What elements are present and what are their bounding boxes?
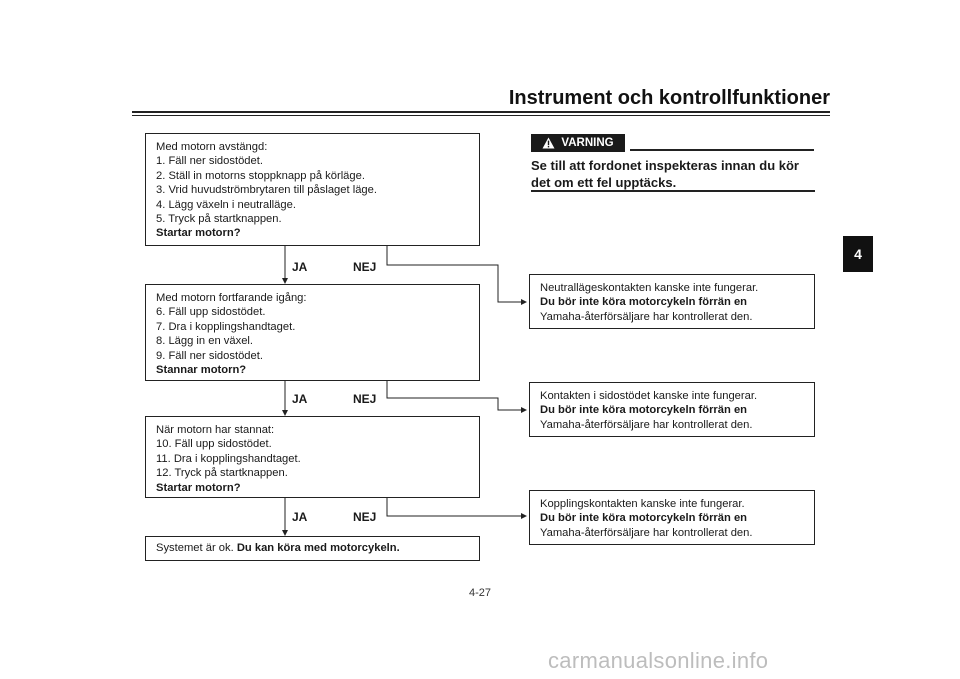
warning-rule bbox=[630, 149, 814, 151]
result-line-bold: Du bör inte köra motorcykeln förrän en bbox=[540, 296, 748, 309]
yes-label: JA bbox=[292, 392, 308, 406]
page-number: 4-27 bbox=[468, 587, 492, 599]
result-line-bold: Du bör inte köra motorcykeln förrän en bbox=[540, 512, 748, 525]
yes-label: JA bbox=[292, 260, 308, 274]
watermark: carmanualsonline.info bbox=[548, 648, 769, 673]
no-label: NEJ bbox=[353, 510, 377, 524]
result-line: Neutrallägeskontakten kanske inte fungerar. bbox=[540, 282, 759, 294]
step-line: 8. Lägg in en växel. bbox=[156, 335, 254, 348]
result-line: Yamaha-återförsäljare har kontrollerat den. bbox=[540, 526, 753, 539]
warning-text-line: Se till att fordonet inspekteras innan du kör bbox=[531, 158, 799, 173]
result-line: Yamaha-återförsäljare har kontrollerat den. bbox=[540, 418, 753, 431]
step-question: Startar motorn? bbox=[156, 227, 241, 240]
step-line: 11. Dra i kopplingshandtaget. bbox=[156, 452, 301, 465]
result-line-bold: Du bör inte köra motorcykeln förrän en bbox=[540, 404, 748, 417]
step-line: 9. Fäll ner sidostödet. bbox=[156, 349, 263, 362]
warning-text bbox=[531, 157, 821, 191]
step-line: 12. Tryck på startknappen. bbox=[156, 467, 288, 480]
final-plain-text: Systemet är ok. bbox=[156, 542, 237, 554]
warning-badge bbox=[531, 134, 625, 152]
warning-rule bbox=[531, 190, 815, 192]
warning-text-line: det om ett fel upptäcks. bbox=[531, 175, 677, 190]
no-label: NEJ bbox=[353, 392, 377, 406]
step-line: 3. Vrid huvudströmbrytaren till påslaget läge. bbox=[156, 184, 377, 197]
step-line: Med motorn fortfarande igång: bbox=[156, 292, 307, 304]
step-box-1 bbox=[145, 133, 480, 246]
no-arrow-2 bbox=[387, 381, 526, 410]
step-line: När motorn har stannat: bbox=[156, 424, 275, 436]
step-box-3 bbox=[145, 416, 480, 498]
step-line: 10. Fäll upp sidostödet. bbox=[156, 438, 272, 451]
result-box-3 bbox=[529, 490, 815, 545]
step-line: Med motorn avstängd: bbox=[156, 141, 268, 153]
no-arrow-3 bbox=[387, 498, 526, 516]
chapter-tab: 4 bbox=[843, 236, 873, 272]
step-question: Startar motorn? bbox=[156, 481, 241, 494]
step-line: 5. Tryck på startknappen. bbox=[156, 213, 282, 226]
step-question: Stannar motorn? bbox=[156, 364, 247, 377]
step-line: 6. Fäll upp sidostödet. bbox=[156, 306, 266, 319]
warning-triangle-icon bbox=[542, 137, 555, 149]
result-line: Kontakten i sidostödet kanske inte fungerar. bbox=[540, 390, 758, 402]
page-title: Instrument och kontrollfunktioner bbox=[508, 87, 830, 109]
final-result-box bbox=[145, 536, 480, 561]
step-line: 7. Dra i kopplingshandtaget. bbox=[156, 320, 296, 333]
warning-label: VARNING bbox=[561, 137, 614, 149]
result-line: Yamaha-återförsäljare har kontrollerat den. bbox=[540, 310, 753, 323]
no-label: NEJ bbox=[353, 260, 377, 274]
step-line: 4. Lägg växeln i neutralläge. bbox=[156, 198, 296, 211]
result-box-2 bbox=[529, 382, 815, 437]
result-box-1 bbox=[529, 274, 815, 329]
yes-label: JA bbox=[292, 510, 308, 524]
step-line: 2. Ställ in motorns stoppknapp på körläge. bbox=[156, 169, 365, 182]
final-bold-text: Du kan köra med motorcykeln. bbox=[236, 542, 400, 554]
step-line: 1. Fäll ner sidostödet. bbox=[156, 155, 263, 168]
step-box-2 bbox=[145, 284, 480, 381]
result-line: Kopplingskontakten kanske inte fungerar. bbox=[540, 498, 745, 510]
